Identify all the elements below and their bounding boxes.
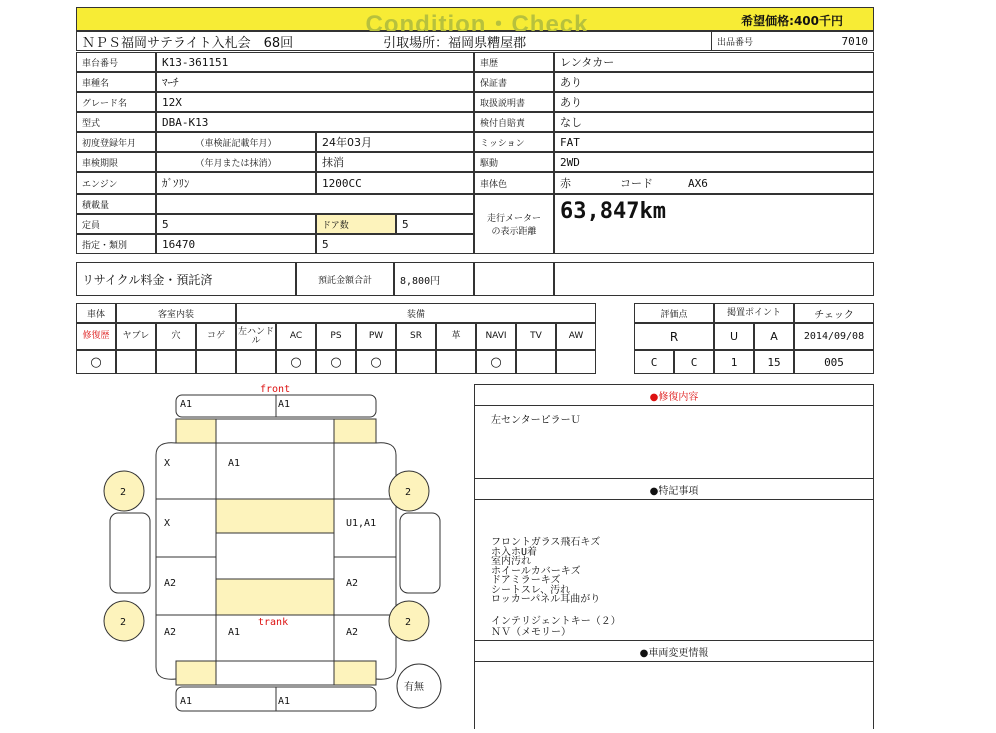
notes-list: [491, 538, 600, 605]
point-a-value: 15: [754, 350, 794, 374]
mark-quarter-rear-left: A2: [164, 627, 177, 638]
equipment-header: PS: [316, 323, 356, 350]
equipment-value: [156, 350, 196, 374]
front-grille: [216, 419, 334, 443]
color-code-label: コード: [620, 177, 653, 190]
mark-tire-front-left: 2: [120, 487, 127, 498]
group-interior: 客室内装: [116, 303, 236, 323]
equipment-value: [116, 350, 156, 374]
score-label: 評価点: [634, 303, 714, 323]
mark-door-rear-right: A2: [346, 578, 359, 589]
transmission-value: FAT: [554, 132, 874, 152]
note-item: フロントガラス飛石キズ: [491, 537, 601, 548]
load-label: 積載量: [76, 194, 156, 214]
repair-body: [474, 406, 874, 478]
extras-list: [491, 616, 621, 638]
grade-value: 12X: [156, 92, 474, 112]
score-interior: C: [674, 350, 714, 374]
note-item: ロッカーパネル耳曲がり: [491, 594, 601, 605]
front-label: front: [260, 384, 291, 395]
equipment-header: 革: [436, 323, 476, 350]
engine-cc: 1200CC: [316, 172, 474, 194]
type-value: DBA-K13: [156, 112, 474, 132]
check-number: 005: [794, 350, 874, 374]
rear-light-right: [334, 661, 376, 685]
equipment-header: 左ハンドル: [236, 323, 276, 350]
mark-bumper-rear-left: A1: [180, 696, 193, 707]
rear-panel: [216, 661, 334, 685]
mark-bumper-front-left: A1: [180, 399, 193, 410]
title-banner: [76, 7, 874, 38]
insurance-label: 検付自賠責: [474, 112, 554, 132]
chassis-value: K13-361151: [156, 52, 474, 72]
equipment-header: AC: [276, 323, 316, 350]
damage-diagram: [76, 381, 474, 729]
equipment-value: ○: [76, 350, 116, 374]
equipment-value: [196, 350, 236, 374]
history-value: レンタカー: [554, 52, 874, 72]
note-item: シートスレ、汚れ: [491, 584, 571, 596]
mark-bumper-rear-right: A1: [278, 696, 291, 707]
mark-door-front-left: X: [164, 518, 171, 529]
equipment-value: [436, 350, 476, 374]
model-value: ﾏｰﾁ: [156, 72, 474, 92]
equipment-value: [516, 350, 556, 374]
grade-label: グレード名: [76, 92, 156, 112]
check-label: チェック: [794, 303, 874, 323]
note-item: 室内汚れ: [491, 556, 531, 567]
score-value: R: [634, 323, 714, 350]
transmission-label: ミッション: [474, 132, 554, 152]
door-value: 5: [396, 214, 474, 234]
rear-label: trank: [258, 617, 289, 628]
change-title: ●車両変更情報: [474, 640, 874, 662]
notes-body: [474, 500, 874, 640]
mark-fender-front-left: X: [164, 458, 171, 469]
mark-tire-rear-left: 2: [120, 617, 127, 628]
first-reg-note: （車検証記載年月）: [156, 132, 316, 152]
load-value: [156, 194, 474, 214]
equipment-header: 穴: [156, 323, 196, 350]
group-equipment: 装備: [236, 303, 596, 323]
front-light-left: [176, 419, 216, 443]
inspection-label: 車検期限: [76, 152, 156, 172]
manual-label: 取扱説明書: [474, 92, 554, 112]
drive-label: 駆動: [474, 152, 554, 172]
color-value: 赤: [560, 177, 571, 190]
lot-label: 出品番号: [717, 37, 754, 48]
class-label: 指定・類別: [76, 234, 156, 254]
equipment-header: SR: [396, 323, 436, 350]
asking-price: 希望価格:400千円: [741, 14, 843, 28]
equipment-value: [396, 350, 436, 374]
deposit-value: 8,800円: [394, 262, 474, 296]
lot-value: 7010: [841, 34, 868, 48]
mark-tire-front-right: 2: [405, 487, 412, 498]
extra-item: ＮＶ（メモリー）: [491, 627, 571, 638]
mark-door-front-right: U1,A1: [346, 518, 377, 529]
repair-text: 左センターピラーＵ: [491, 415, 581, 426]
page-title: Condition・Check: [365, 11, 589, 38]
color-label: 車体色: [474, 172, 554, 194]
equipment-value: ○: [276, 350, 316, 374]
equipment-value: [556, 350, 596, 374]
auction-row: [76, 31, 712, 51]
mark-trunk: A1: [228, 627, 241, 638]
equipment-header: PW: [356, 323, 396, 350]
class-value: 16470: [156, 234, 316, 254]
pickup-location: 引取場所：福岡県糟屋郡: [383, 35, 527, 51]
capacity-label: 定員: [76, 214, 156, 234]
type-label: 型式: [76, 112, 156, 132]
equipment-value: ○: [476, 350, 516, 374]
equipment-header: ヤブレ: [116, 323, 156, 350]
rear-glass: [216, 579, 334, 615]
deposit-label: 預託金額合計: [296, 262, 394, 296]
auction-name: ＮＰＳ福岡サテライト入札会 68回: [82, 35, 294, 51]
equipment-header: 修復歴: [76, 323, 116, 350]
check-date: 2014/09/08: [794, 323, 874, 350]
lot-number-cell: [711, 31, 874, 51]
mark-bumper-front-right: A1: [278, 399, 291, 410]
note-item: ホイールカバーキズ: [491, 565, 581, 577]
spare-label: 有無: [404, 682, 424, 693]
notes-title: ●特記事項: [474, 478, 874, 500]
change-body: [474, 662, 874, 729]
mark-quarter-rear-right: A2: [346, 627, 359, 638]
note-item: ホ入ホU着: [491, 546, 538, 558]
first-reg-value: 24年03月: [316, 132, 474, 152]
point-label: 掲置ポイント: [714, 303, 794, 323]
recycle-blank-1: [474, 262, 554, 296]
equipment-header: TV: [516, 323, 556, 350]
color-row: [554, 172, 874, 194]
warranty-label: 保証書: [474, 72, 554, 92]
warranty-value: あり: [554, 72, 874, 92]
rear-light-left: [176, 661, 216, 685]
capacity-value: 5: [156, 214, 316, 234]
color-code: AX6: [688, 176, 708, 190]
model-label: 車種名: [76, 72, 156, 92]
equipment-value: ○: [356, 350, 396, 374]
inspection-note: （年月または抹消）: [156, 152, 316, 172]
chassis-label: 車台番号: [76, 52, 156, 72]
point-a-label: A: [754, 323, 794, 350]
mark-door-rear-left: A2: [164, 578, 177, 589]
note-item: ドアミラーキズ: [491, 575, 561, 586]
extra-item: インテリジェントキー（２）: [491, 616, 621, 627]
equipment-header: コゲ: [196, 323, 236, 350]
history-label: 車歴: [474, 52, 554, 72]
equipment-value: ○: [316, 350, 356, 374]
score-exterior: C: [634, 350, 674, 374]
point-u-label: U: [714, 323, 754, 350]
recycle-blank-2: [554, 262, 874, 296]
drive-value: 2WD: [554, 152, 874, 172]
body-outline: [156, 443, 396, 680]
engine-fuel: ｶﾞｿﾘﾝ: [156, 172, 316, 194]
equipment-header: AW: [556, 323, 596, 350]
front-light-right: [334, 419, 376, 443]
point-u-value: 1: [714, 350, 754, 374]
side-panel-right: [400, 513, 440, 593]
mileage-value: 63,847km: [554, 194, 874, 254]
mileage-label: 走行メーター の表示距離: [474, 194, 554, 254]
group-body: 車体: [76, 303, 116, 323]
recycle-label: リサイクル料金・預託済: [76, 262, 296, 296]
repair-title: ●修復内容: [474, 384, 874, 406]
windshield: [216, 499, 334, 533]
engine-label: エンジン: [76, 172, 156, 194]
inspection-value: 抹消: [316, 152, 474, 172]
side-panel-left: [110, 513, 150, 593]
class-value-2: 5: [316, 234, 474, 254]
manual-value: あり: [554, 92, 874, 112]
insurance-value: なし: [554, 112, 874, 132]
mark-hood: A1: [228, 458, 241, 469]
first-reg-label: 初度登録年月: [76, 132, 156, 152]
equipment-header: NAVI: [476, 323, 516, 350]
door-label: ドア数: [316, 214, 396, 234]
mark-tire-rear-right: 2: [405, 617, 412, 628]
equipment-value: [236, 350, 276, 374]
